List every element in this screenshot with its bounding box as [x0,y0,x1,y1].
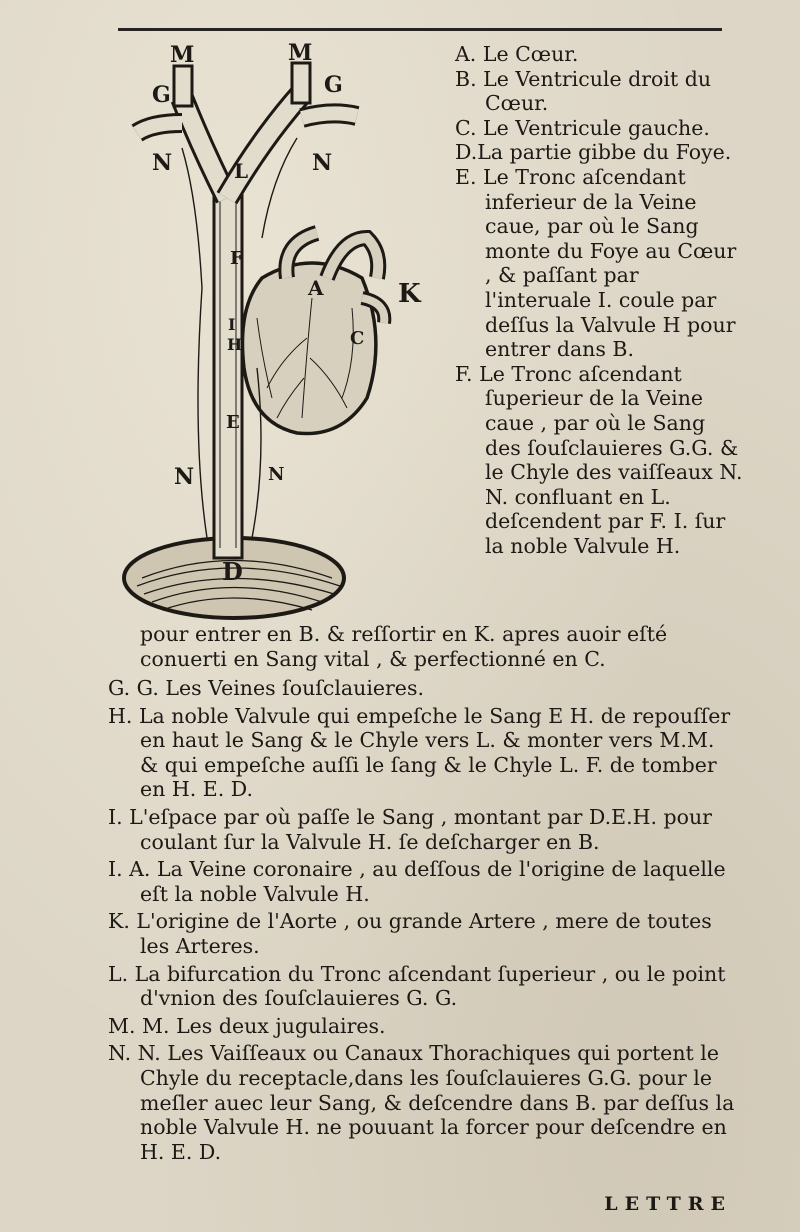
legend-label: E. [455,164,477,189]
legend-text: La partie gibbe du Foye. [477,140,732,165]
legend-label: A. [455,42,477,66]
legend-entry-b [455,67,745,116]
item-label: L. [108,961,129,986]
item-text: Les deux jugulaires. [176,1013,386,1038]
legend-label: C. [455,115,477,140]
legend-text: Le Tronc aſcendant inferieur de la Veine caue, par où le Sang monte du Foye au Cœur , & paſſant par l'interuale I. coule par deſſus la Valvule H pour entrer dans B. [483,164,737,362]
item-label: H. [108,703,133,728]
catchword: LETTRE [604,1193,732,1215]
list-item [108,1014,738,1039]
item-text: L'eſpace par où paſſe le Sang , montant par D.E.H. pour coulant ſur la Valvule H. ſe deſcharger en B. [129,804,712,854]
heart-engraving [112,38,442,628]
figure-label-g-right: G [324,72,343,98]
legend-text: Le Tronc aſcendant ſuperieur de la Veine caue , par où le Sang des ſouſclauieres G.G. & le Chyle des vaiſſeaux N. N. confluant en L. deſcendent par F. I. ſur la noble Valvule H. [479,361,743,558]
item-label: N. N. [108,1041,161,1066]
legend-text: Le Cœur. [482,42,579,66]
item-text: La Veine coronaire , au deſſous de l'origine de laquelle eſt la noble Valvule H. [140,857,726,906]
item-label: G. G. [108,676,159,700]
figure-label-d: D [222,557,243,586]
item-text: Les Veines ſouſclauieres. [165,676,424,700]
figure-legend [455,42,745,558]
item-text: Les Vaiſſeaux ou Canaux Thorachiques qui portent le Chyle du receptacle,dans les ſouſclauieres G.G. pour le meſler auec leur Sang, & deſcendre dans B. par deſſus la noble Valvule H. ne pouuant la forcer pour deſcendre en H. E. D. [140,1041,735,1164]
figure-label-g-left: G [152,82,171,108]
figure-label-n-upper-right: N [312,150,333,176]
list-item [108,676,738,701]
figure-label-m-left: M [170,42,195,68]
legend-entry-e [455,165,745,362]
figure-label-e: E [226,412,240,433]
legend-continuation: pour entrer en B. & reſſortir en K. apres auoir eſté conuerti en Sang vital , & perfectionné en C. [140,622,668,671]
legend-entry-c [455,116,745,141]
figure-label-n-lower-right: N [268,464,285,485]
legend-entry-d [455,140,745,165]
figure-label-m-right: M [288,40,313,66]
item-label: M. M. [108,1013,170,1038]
legend-text: Le Ventricule droit du Cœur. [483,66,712,116]
legend-text: Le Ventricule gauche. [483,115,710,140]
figure-label-i: I [228,315,236,334]
figure-label-c: C [350,328,365,349]
legend-entry-f [455,362,745,559]
figure-label-n-lower-left: N [174,464,195,490]
item-label: I. A. [108,857,151,882]
item-text: L'origine de l'Aorte , ou grande Artere , mere de toutes les Arteres. [136,909,712,958]
figure-label-l: L [234,159,249,183]
item-label: I. [108,804,123,829]
list-item [108,962,738,1011]
list-item [108,1041,738,1164]
item-text: La bifurcation du Tronc aſcendant ſuperieur , ou le point d'vnion des ſouſclauieres G. G. [134,961,726,1011]
list-item [108,857,738,906]
legend-entry-a [455,42,745,67]
vena-cava-trunk [214,188,242,558]
header-rule [118,28,722,31]
list-item [108,805,738,854]
definition-list [108,676,738,1167]
legend-label: F. [455,361,473,386]
legend-label: B. [455,66,477,91]
legend-label: D. [455,140,478,165]
figure-label-k: K [398,279,421,309]
figure-label-f: F [230,248,243,269]
list-item [108,704,738,802]
item-label: K. [108,909,130,934]
figure-label-n-upper-left: N [152,150,173,176]
figure-label-h: H [227,335,243,354]
list-item [108,909,738,958]
item-text: La noble Valvule qui empeſche le Sang E H. de repouſſer en haut le Sang & le Chyle vers L. & monter vers M.M. & qui empeſche auſſi le ſang & le Chyle L. F. de tomber en H. E. D. [138,703,731,802]
figure-label-a: A [308,276,324,300]
